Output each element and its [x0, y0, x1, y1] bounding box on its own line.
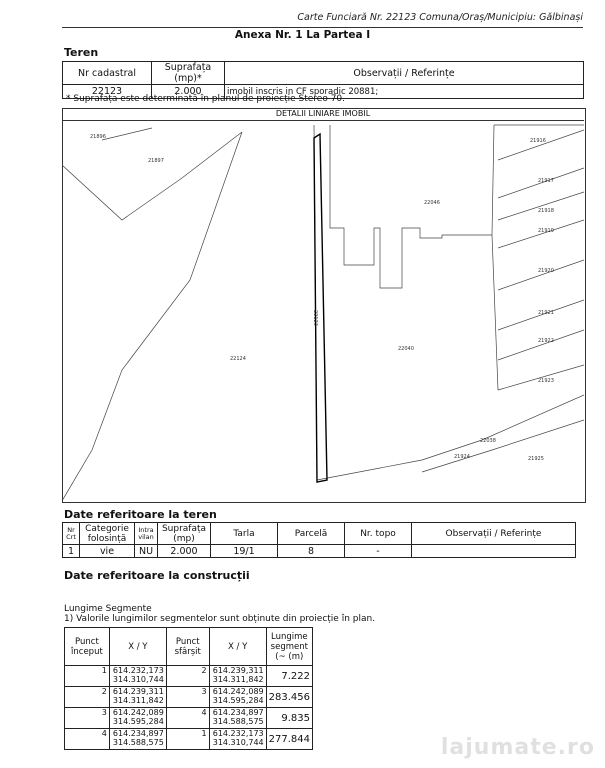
col-suprafata: Suprafața (mp)*: [152, 62, 225, 85]
parcel-label-22123: 22123: [312, 310, 318, 326]
cell-start: 1: [65, 666, 110, 687]
referitoare-teren-title: Date referitoare la teren: [64, 508, 217, 521]
col-observatii: Observații / Referințe: [225, 62, 584, 85]
col-lungime: Lungime segment (~ (m): [266, 628, 312, 666]
cell-xy2: 614.232,173 314.310,744: [209, 729, 266, 750]
document-header: Carte Funciară Nr. 22123 Comuna/Oraș/Municipiu: Gălbinași: [297, 12, 583, 23]
header-divider: [62, 27, 583, 28]
col-punct-sfarsit: Punct sfârșit: [166, 628, 209, 666]
segment-row: [65, 729, 313, 750]
plan-line-i: [317, 395, 584, 480]
cell-nr-cadastral: 22123: [63, 85, 152, 99]
cell-length: 277.844: [266, 729, 312, 750]
col-nr-cadastral: Nr cadastral: [63, 62, 152, 85]
cell-intravilan: NU: [135, 545, 158, 558]
segment-row: [65, 708, 313, 729]
col-suprafata-teren: Suprafața (mp): [158, 523, 211, 545]
plan-line-a: [62, 132, 242, 220]
parcel-label-21923: 21923: [538, 378, 554, 384]
cell-start: 4: [65, 729, 110, 750]
cell-end: 2: [166, 666, 209, 687]
lungime-note: 1) Valorile lungimilor segmentelor sunt obținute din proiecție în plan.: [64, 614, 376, 624]
watermark: lajumate.ro: [440, 735, 595, 760]
parcel-label-22124: 22124: [230, 356, 246, 362]
cell-xy1: 614.234,897 314.588,575: [109, 729, 166, 750]
col-tarla: Tarla: [211, 523, 278, 545]
cell-end: 4: [166, 708, 209, 729]
cell-nr-topo: -: [345, 545, 412, 558]
cell-start: 2: [65, 687, 110, 708]
cell-observatii-teren: [412, 545, 576, 558]
parcel-label-21922: 21922: [538, 338, 554, 344]
cell-observatii: imobil inscris in CF sporadic 20881;: [225, 85, 584, 99]
cell-suprafata-teren: 2.000: [158, 545, 211, 558]
cell-xy1: 614.232,173 314.310,744: [109, 666, 166, 687]
plan-line-c: [102, 128, 152, 140]
cell-xy2: 614.239,311 314.311,842: [209, 666, 266, 687]
cell-parcela: 8: [278, 545, 345, 558]
col-nr-crt: Nr Crt: [63, 523, 80, 545]
parcel-22123-outline: [314, 134, 327, 482]
parcel-label-21918: 21918: [538, 208, 554, 214]
anexa-title: Anexa Nr. 1 La Partea I: [234, 29, 371, 41]
cell-length: 7.222: [266, 666, 312, 687]
cell-xy2: 614.234,897 314.588,575: [209, 708, 266, 729]
plan-line-e: [330, 125, 494, 288]
parcel-label-21897: 21897: [148, 158, 164, 164]
plan-title: DETALII LINIARE IMOBIL: [62, 108, 584, 121]
parcel-label-22046: 22046: [424, 200, 440, 206]
col-intravilan: Intra vilan: [135, 523, 158, 545]
segment-row: [65, 687, 313, 708]
col-categorie: Categorie folosință: [80, 523, 135, 545]
cell-nr: 1: [63, 545, 80, 558]
cell-xy1: 614.242,089 314.595,284: [109, 708, 166, 729]
col-xy-1: X / Y: [109, 628, 166, 666]
parcel-label-21919: 21919: [538, 228, 554, 234]
cell-xy2: 614.242,089 314.595,284: [209, 687, 266, 708]
parcel-label-21916: 21916: [530, 138, 546, 144]
plan-lines-h: [498, 130, 584, 390]
teren-section-title: Teren: [64, 46, 99, 59]
lungime-title: Lungime Segmente: [64, 604, 152, 614]
col-parcela: Parcelă: [278, 523, 345, 545]
plan-line-b: [62, 132, 242, 501]
cell-suprafata: 2.000: [152, 85, 225, 99]
parcel-label-22038: 22038: [480, 438, 496, 444]
parcel-label-21917: 21917: [538, 178, 554, 184]
cadastral-plan: [62, 120, 584, 501]
segments-table: [64, 627, 313, 750]
parcel-label-21925: 21925: [528, 456, 544, 462]
parcel-label-21924: 21924: [454, 454, 470, 460]
parcel-label-21921: 21921: [538, 310, 554, 316]
parcel-label-21920: 21920: [538, 268, 554, 274]
col-punct-inceput: Punct început: [65, 628, 110, 666]
parcel-label-22040: 22040: [398, 346, 414, 352]
cell-categorie: vie: [80, 545, 135, 558]
cell-length: 283.456: [266, 687, 312, 708]
referitoare-teren-table: [62, 522, 576, 558]
col-observatii-teren: Observații / Referințe: [412, 523, 576, 545]
cell-end: 3: [166, 687, 209, 708]
segment-row: [65, 666, 313, 687]
col-xy-2: X / Y: [209, 628, 266, 666]
cell-start: 3: [65, 708, 110, 729]
cell-tarla: 19/1: [211, 545, 278, 558]
teren-note: * Suprafața este determinată în planul de proiecție Stereo 70.: [66, 94, 346, 104]
referitoare-constructii-title: Date referitoare la construcții: [64, 569, 250, 582]
parcel-label-21896: 21896: [90, 134, 106, 140]
col-nr-topo: Nr. topo: [345, 523, 412, 545]
cell-end: 1: [166, 729, 209, 750]
plan-line-f: [492, 235, 498, 390]
cell-length: 9.835: [266, 708, 312, 729]
cell-xy1: 614.239,311 314.311,842: [109, 687, 166, 708]
